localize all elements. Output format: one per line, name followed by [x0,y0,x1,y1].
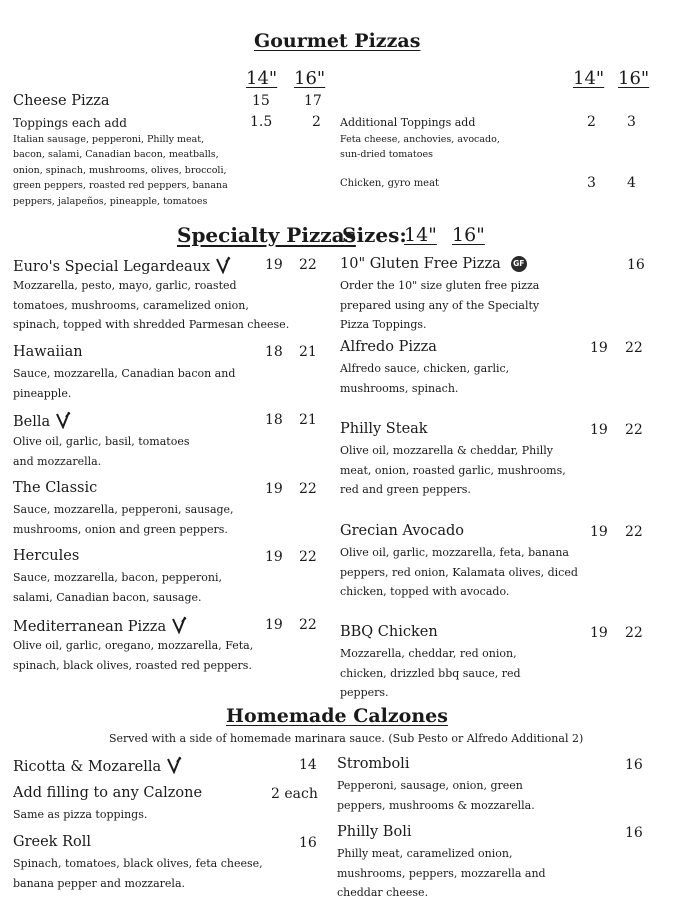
vegetarian-leaf-icon [55,411,71,429]
price: 16 [625,757,643,773]
toppings-price-14: 1.5 [250,114,273,130]
additional-toppings-price-14: 2 [587,114,596,130]
specialty-size-14-header: 14" [404,224,437,246]
item-description: Spinach, tomatoes, black olives, feta cheese, banana pepper and mozzarela. [13,857,263,890]
item-name: Ricotta & Mozarella [13,759,162,775]
price-16: 22 [299,549,317,565]
gourmet-size-14-header-right: 14" [573,68,605,89]
price-14: 19 [265,549,283,565]
specialty-title: Specialty Pizzas [177,223,356,247]
price-14: 18 [265,412,283,428]
gluten-free-badge-icon: GF [511,256,527,272]
item-name: 10" Gluten Free Pizza [340,256,501,272]
specialty-size-16-header: 16" [452,224,485,246]
calzones-subtitle: Served with a side of homemade marinara sauce. (Sub Pesto or Alfredo Additional 2) [109,732,584,745]
toppings-label: Toppings each add [13,116,127,130]
item-description: Order the 10" size gluten free pizza prepared using any of the Specialty Pizza Toppings. [340,279,540,331]
gourmet-size-14-header: 14" [246,68,278,89]
item-description: Mozzarella, pesto, mayo, garlic, roasted tomatoes, mushrooms, caramelized onion, spinach, topped with shredded Parmesan cheese. [13,279,290,331]
price-16: 21 [299,344,317,360]
vegetarian-leaf-icon [166,756,182,774]
item-description: Olive oil, garlic, mozzarella, feta, banana peppers, red onion, Kalamata olives, diced chicken, topped with avocado. [340,546,578,598]
additional-toppings-label: Additional Toppings add [340,116,476,129]
price-16: 22 [625,340,643,356]
cheese-pizza-price-16: 17 [304,93,322,109]
toppings-list: Italian sausage, pepperoni, Philly meat, bacon, salami, Canadian bacon, meatballs, onion, spinach, mushrooms, olives, broccoli, green peppers, roasted red peppers, banana peppers, jalapeños, pineapple, tomatoes [13,134,228,207]
price-14: 19 [590,340,608,356]
price-16: 16 [627,257,645,273]
item-description: Philly meat, caramelized onion, mushrooms, peppers, mozzarella and cheddar cheese. [337,847,546,899]
cheese-pizza-name: Cheese Pizza [13,93,110,109]
item-name: The Classic [13,480,98,496]
calzones-title: Homemade Calzones [226,705,448,727]
price-16: 21 [299,412,317,428]
item-description: Alfredo sauce, chicken, garlic, mushrooms, spinach. [340,362,510,395]
item-description: Same as pizza toppings. [13,808,148,821]
chicken-gyro-price-16: 4 [627,175,636,191]
price-14: 18 [265,344,283,360]
item-name: Add filling to any Calzone [13,785,203,801]
item-description: Sauce, mozzarella, Canadian bacon and pineapple. [13,367,236,400]
price: 16 [625,825,643,841]
vegetarian-leaf-icon [171,616,187,634]
item-name: Hawaiian [13,344,83,360]
gourmet-size-16-header: 16" [294,68,326,89]
cheese-pizza-price-14: 15 [252,93,270,109]
item-name: Alfredo Pizza [340,339,437,355]
item-description: Olive oil, mozzarella & cheddar, Philly meat, onion, roasted garlic, mushrooms, red and green peppers. [340,444,566,496]
item-name: Philly Boli [337,824,412,840]
item-description: Sauce, mozzarella, pepperoni, sausage, mushrooms, onion and green peppers. [13,503,234,536]
item-name: Grecian Avocado [340,523,465,539]
price-16: 22 [625,625,643,641]
price-16: 22 [299,481,317,497]
price-14: 19 [265,481,283,497]
price-14: 19 [265,257,283,273]
toppings-price-16: 2 [312,114,321,130]
price: 2 each [271,786,318,802]
item-name: Mediterranean Pizza [13,619,167,635]
price: 16 [299,835,317,851]
item-description: Sauce, mozzarella, bacon, pepperoni, salami, Canadian bacon, sausage. [13,571,222,604]
additional-toppings-price-16: 3 [627,114,636,130]
item-name: BBQ Chicken [340,624,438,640]
item-name: Stromboli [337,756,410,772]
price-14: 19 [590,422,608,438]
gourmet-title: Gourmet Pizzas [254,30,421,52]
vegetarian-leaf-icon [215,256,231,274]
item-description: Olive oil, garlic, oregano, mozzarella, Feta, spinach, black olives, roasted red peppers. [13,639,254,672]
item-name: Philly Steak [340,421,428,437]
specialty-sizes-label: Sizes: [342,223,407,247]
additional-toppings-list: Feta cheese, anchovies, avocado, sun-dried tomatoes [340,134,500,161]
chicken-gyro-label: Chicken, gyro meat [340,178,440,189]
price-16: 22 [299,617,317,633]
price-16: 22 [625,524,643,540]
item-name: Bella [13,414,51,430]
price-16: 22 [299,257,317,273]
chicken-gyro-price-14: 3 [587,175,596,191]
gourmet-size-16-header-right: 16" [618,68,650,89]
price-14: 19 [265,617,283,633]
price-14: 19 [590,625,608,641]
item-description: Mozzarella, cheddar, red onion, chicken, drizzled bbq sauce, red peppers. [340,647,521,699]
price: 14 [299,757,317,773]
price-16: 22 [625,422,643,438]
item-description: Olive oil, garlic, basil, tomatoes and mozzarella. [13,435,190,468]
item-name: Euro's Special Legardeaux [13,259,211,275]
price-14: 19 [590,524,608,540]
item-description: Pepperoni, sausage, onion, green peppers, mushrooms & mozzarella. [337,779,535,812]
item-name: Hercules [13,548,80,564]
item-name: Greek Roll [13,834,91,850]
